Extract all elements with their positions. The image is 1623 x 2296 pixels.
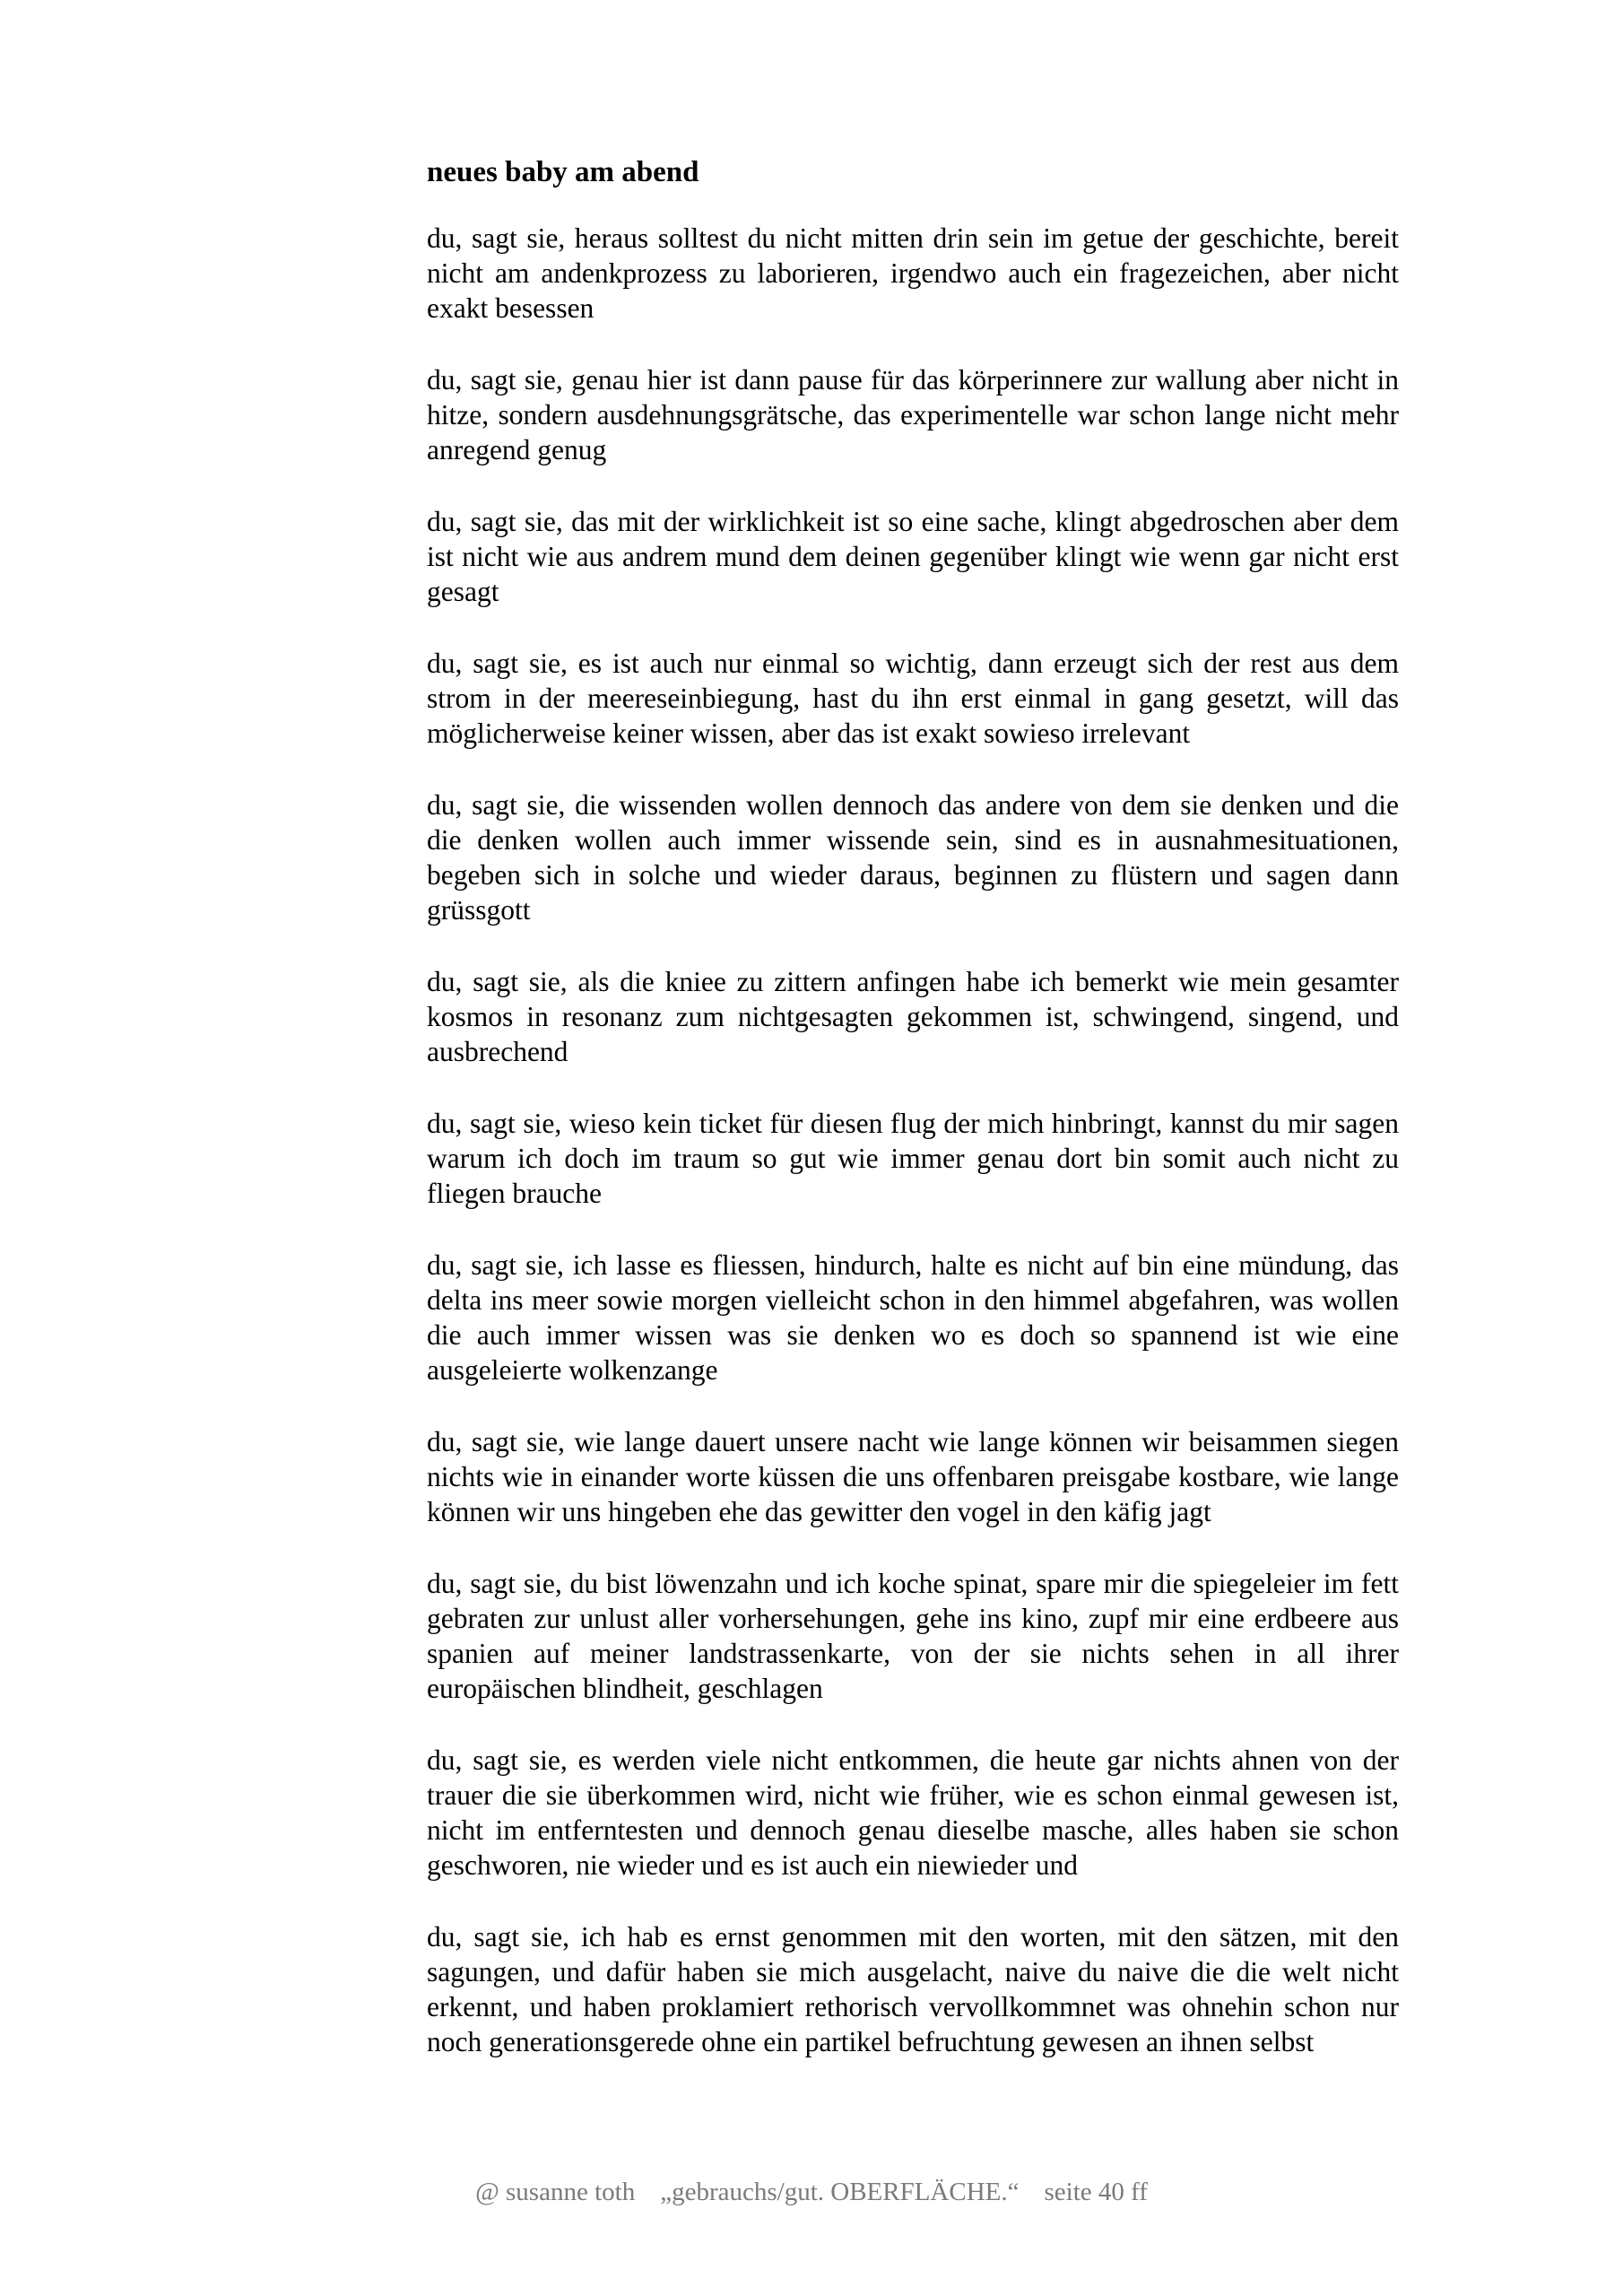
stanza-2: du, sagt sie, genau hier ist dann pause für das körperinnere zur wallung aber nicht in hitze, sondern ausdehnungsgrätsche, das experimentelle war schon lange nicht mehr anregend genug [427, 364, 1399, 465]
stanza-12: du, sagt sie, ich hab es ernst genommen mit den worten, mit den sätzen, mit den sagungen, und dafür haben sie mich ausgelacht, naive du naive die die welt nicht erkennt, und haben proklamiert rethorisch vervollkommnet was ohnehin schon nur noch generationsgerede ohne ein partikel befruchtung gewesen an ihnen selbst [427, 1921, 1399, 2057]
stanza-4: du, sagt sie, es ist auch nur einmal so wichtig, dann erzeugt sich der rest aus dem strom in der meereseinbiegung, hast du ihn erst einmal in gang gesetzt, will das möglicherweise keiner wissen, aber das ist exakt sowieso irrelevant [427, 648, 1399, 749]
stanza-10: du, sagt sie, du bist löwenzahn und ich koche spinat, spare mir die spiegeleier im fett gebraten zur unlust aller vorhersehungen, gehe ins kino, zupf mir eine erdbeere aus spanien auf meiner landstrassenkarte, von der sie nichts sehen in all ihrer europäischen blindheit, geschlagen [427, 1568, 1399, 1704]
footer-work-title: „gebrauchs/gut. OBERFLÄCHE.“ [660, 2178, 1020, 2206]
footer-page-number: seite 40 ff [1044, 2178, 1148, 2206]
stanza-3: du, sagt sie, das mit der wirklichkeit ist so eine sache, klingt abgedroschen aber dem ist nicht wie aus andrem mund dem deinen gegenüber klingt wie wenn gar nicht erst gesagt [427, 506, 1399, 607]
stanza-7: du, sagt sie, wieso kein ticket für diesen flug der mich hinbringt, kannst du mir sagen warum ich doch im traum so gut wie immer genau dort bin somit auch nicht zu fliegen brauche [427, 1108, 1399, 1209]
footer-author: @ susanne toth [475, 2178, 636, 2206]
stanza-5: du, sagt sie, die wissenden wollen dennoch das andere von dem sie denken und die die denken wollen auch immer wissende sein, sind es in ausnahmesituationen, begeben sich in solche und wieder daraus, beginnen zu flüstern und sagen dann grüssgott [427, 789, 1399, 926]
poem-title: neues baby am abend [427, 156, 699, 188]
document-body [427, 154, 1399, 2096]
stanza-8: du, sagt sie, ich lasse es fliessen, hindurch, halte es nicht auf bin eine mündung, das delta ins meer sowie morgen vielleicht schon in den himmel abgefahren, was wollen die auch immer wissen was sie denken wo es doch so spannend ist wie eine ausgeleierte wolkenzange [427, 1249, 1399, 1386]
stanza-11: du, sagt sie, es werden viele nicht entkommen, die heute gar nichts ahnen von der trauer die sie überkommen wird, nicht wie früher, wie es schon einmal gewesen ist, nicht im entferntesten und dennoch genau dieselbe masche, alles haben sie schon geschworen, nie wieder und es ist auch ein niewieder und [427, 1744, 1399, 1881]
stanza-6: du, sagt sie, als die kniee zu zittern anfingen habe ich bemerkt wie mein gesamter kosmos in resonanz zum nichtgesagten gekommen ist, schwingend, singend, und ausbrechend [427, 966, 1399, 1067]
page-footer [0, 2176, 1623, 2208]
stanza-1: du, sagt sie, heraus solltest du nicht mitten drin sein im getue der geschichte, bereit nicht am andenkprozess zu laborieren, irgendwo auch ein fragezeichen, aber nicht exakt besessen [427, 222, 1399, 324]
stanza-9: du, sagt sie, wie lange dauert unsere nacht wie lange können wir beisammen siegen nichts wie in einander worte küssen die uns offenbaren preisgabe kostbare, wie lange können wir uns hingeben ehe das gewitter den vogel in den käfig jagt [427, 1426, 1399, 1527]
